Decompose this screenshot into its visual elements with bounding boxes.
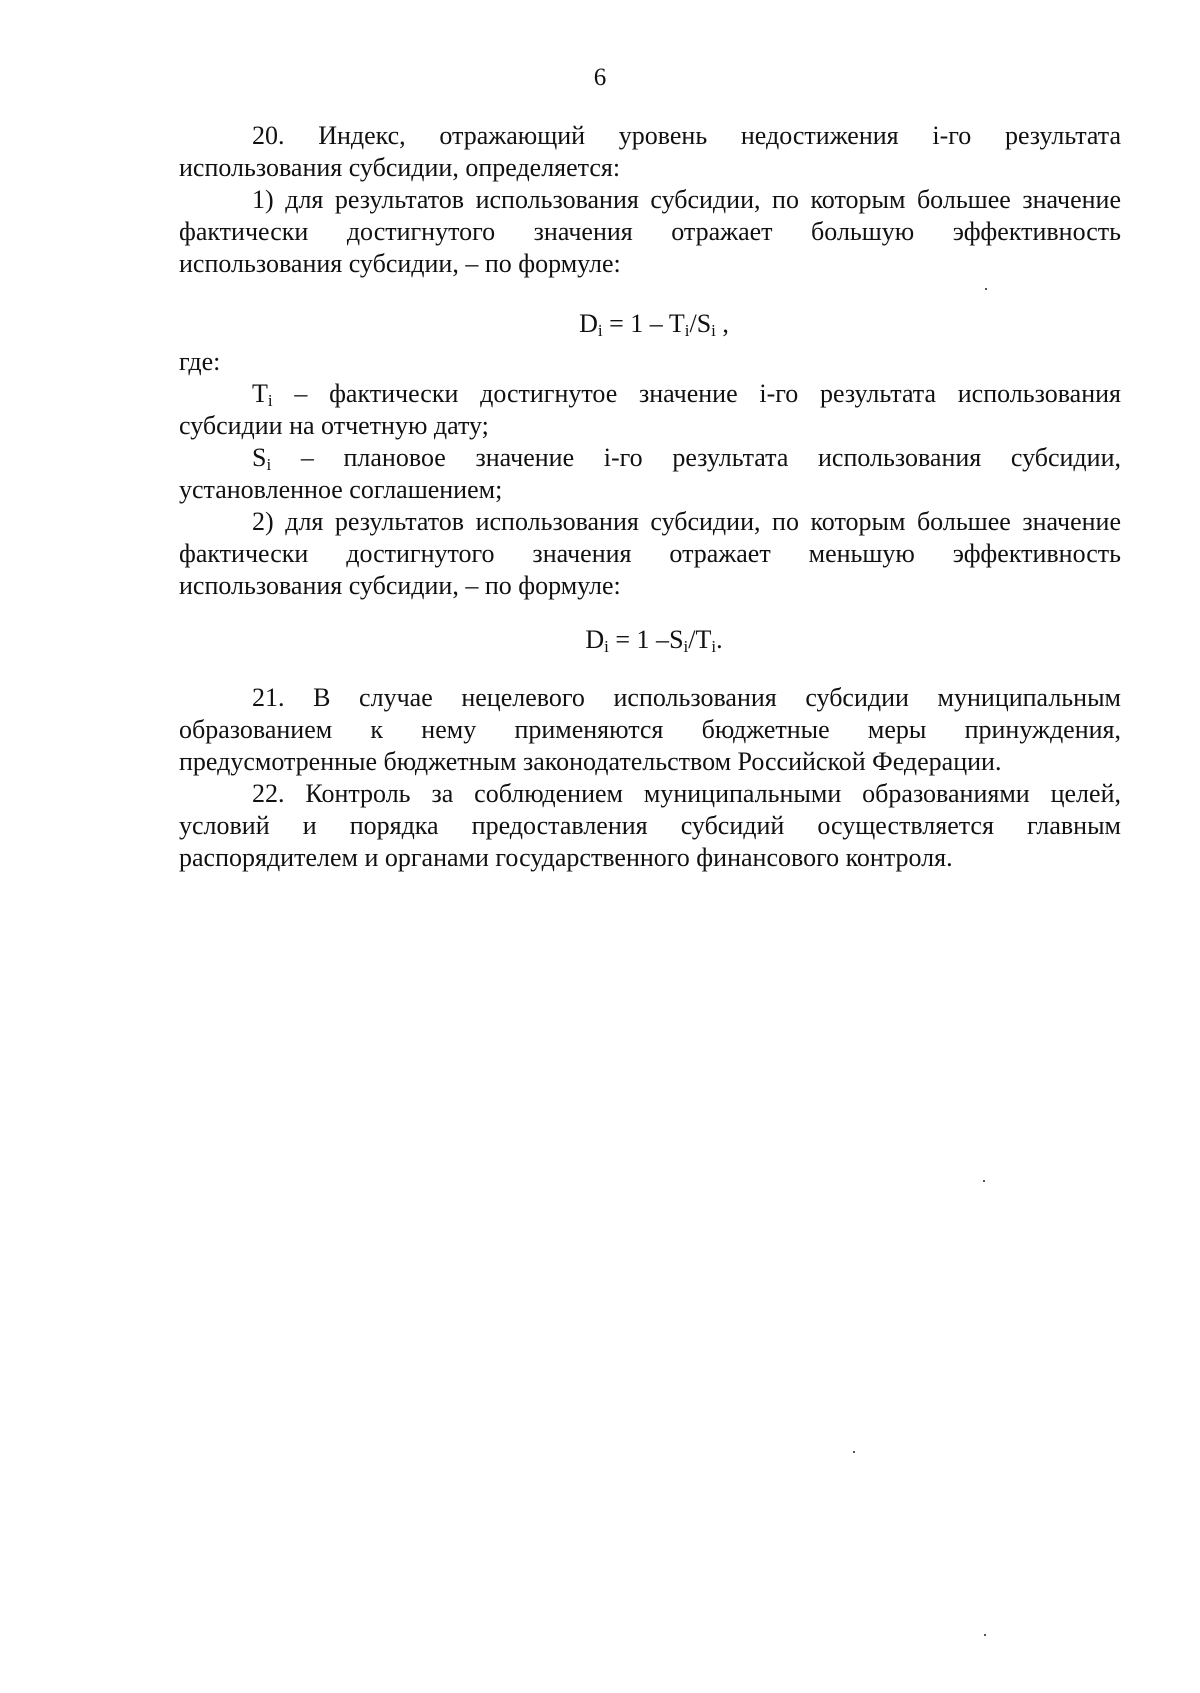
scan-speck — [985, 288, 987, 290]
paragraph-22: 22. Контроль за соблюдением муниципальными образованиями целей, условий и порядка предоставления субсидий осуществляется главным распорядителем и органами государственного финансового контроля. — [179, 779, 1121, 872]
paragraph-item-1: 1) для результатов использования субсидии, по которым большее значение фактически достигнутого значения отражает большую эффективность использования субсидии, – по формуле: — [179, 185, 1121, 278]
scan-speck — [984, 1634, 986, 1636]
page-number: 6 — [593, 64, 607, 91]
paragraph-item-2: 2) для результатов использования субсидии, по которым большее значение фактически достигнутого значения отражает меньшую эффективность использования субсидии, – по формуле: — [179, 507, 1121, 600]
document-body — [179, 120, 1121, 874]
definition-ti: $T_i$ – фактически достигнутое значение i-го результата использования субсидии на отчетную дату; — [179, 379, 1121, 440]
scan-speck — [983, 1180, 985, 1182]
formula-1: $D_i = 1 - T_i/S_i$ , — [579, 309, 729, 340]
paragraph-21: 21. В случае нецелевого использования субсидии муниципальным образованием к нему применяются бюджетные меры принуждения, предусмотренные бюджетным законодательством Российской Федерации. — [179, 683, 1121, 776]
formula-2: $D_i = 1$ $-S_i/T_i$. — [585, 625, 723, 656]
definition-si: $S_i$ – плановое значение i-го результата использования субсидии, установленное соглашением; — [179, 443, 1121, 504]
paragraph-20: 20. Индекс, отражающий уровень недостижения i-го результата использования субсидии, определяется: — [179, 121, 1121, 182]
where-label: где: — [179, 347, 221, 376]
scan-speck — [853, 1451, 855, 1453]
